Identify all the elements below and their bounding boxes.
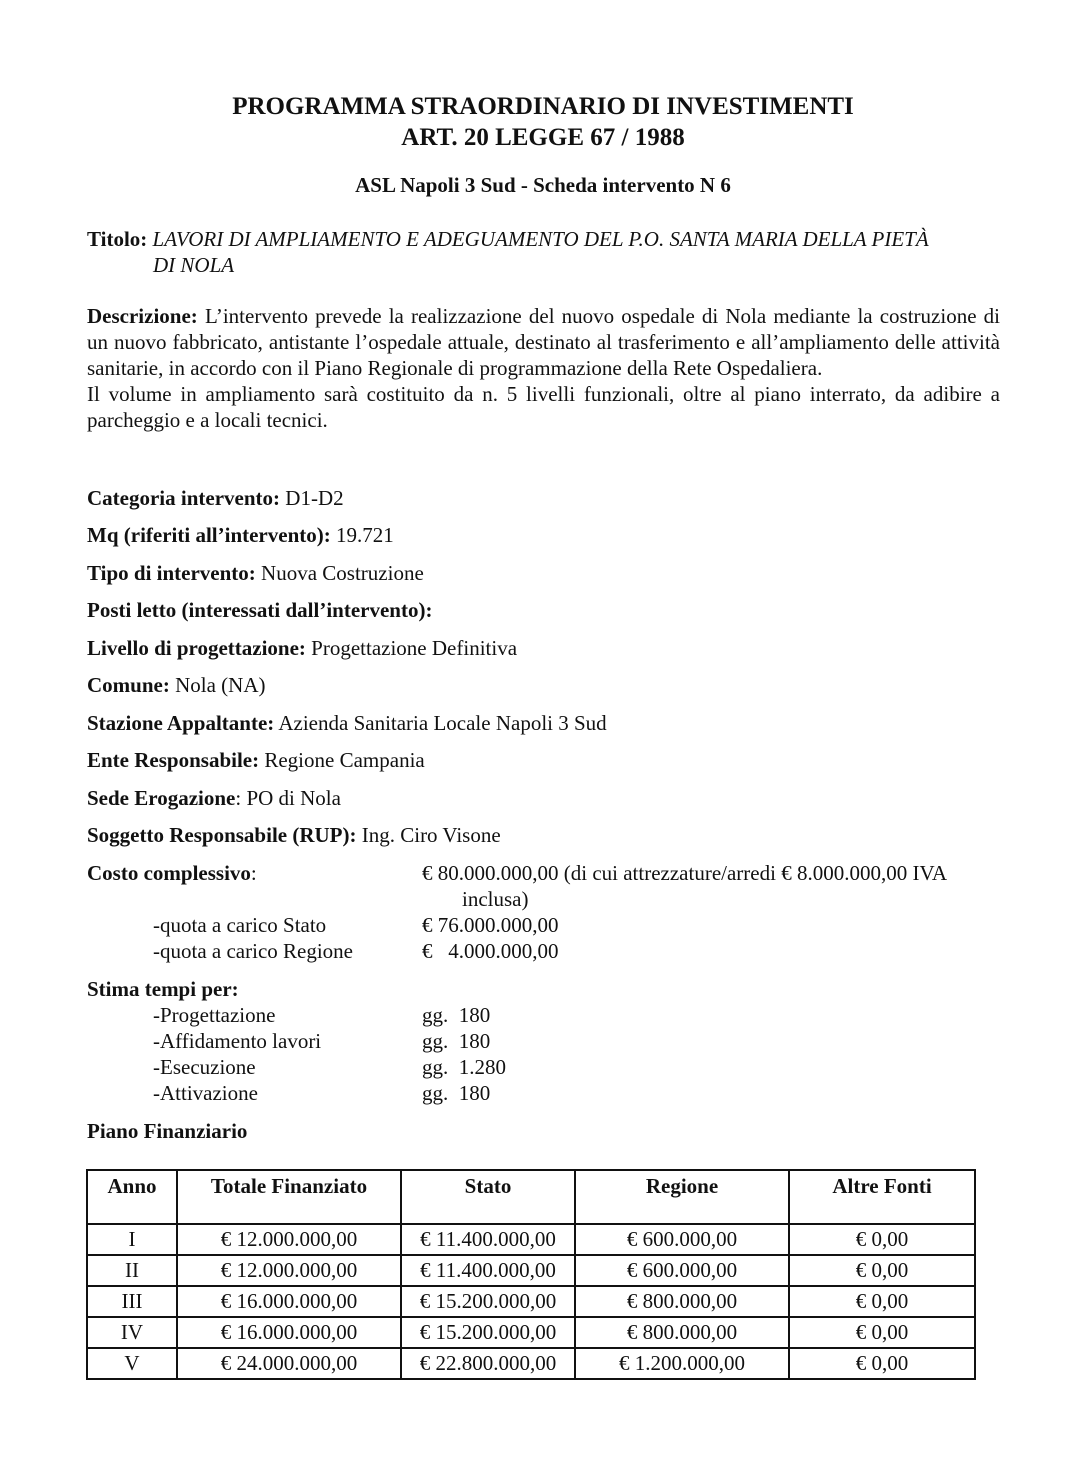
titolo-label: Titolo: <box>87 227 148 251</box>
titolo-block <box>87 226 1007 278</box>
descrizione-para1: L’intervento prevede la realizzazione del nuovo ospedale di Nola mediante la costruzione di un nuovo fabbricato, antistante l’ospedale attuale, destinato al trasferimento e all’ampliamento delle attività sanitarie, in accordo con il Piano Regionale di programmazione della Rete Ospedaliera. <box>87 304 1000 380</box>
field-value: PO di Nola <box>246 786 341 810</box>
table-cell: € 0,00 <box>789 1224 975 1255</box>
field-label: Tipo di intervento: <box>87 561 256 585</box>
table-cell: € 15.200.000,00 <box>401 1286 575 1317</box>
table-cell: € 12.000.000,00 <box>177 1224 401 1255</box>
table-cell: € 16.000.000,00 <box>177 1317 401 1348</box>
quota-stato-value: € 76.000.000,00 <box>422 913 559 937</box>
col-header-altre-fonti: Altre Fonti <box>789 1170 975 1224</box>
costo-value <box>422 860 1002 912</box>
field-value: 19.721 <box>336 523 394 547</box>
descrizione-label: Descrizione: <box>87 304 198 328</box>
quota-regione-value: € 4.000.000,00 <box>422 939 559 963</box>
table-header-row <box>87 1170 975 1224</box>
field-label: Comune: <box>87 673 170 697</box>
costo-value-line2: inclusa) <box>462 887 529 911</box>
stima-affidamento-label: -Affidamento lavori <box>153 1029 322 1053</box>
field-value: Azienda Sanitaria Locale Napoli 3 Sud <box>278 711 607 735</box>
piano-finanziario-table <box>86 1169 976 1380</box>
field-label: Mq (riferiti all’intervento): <box>87 523 331 547</box>
titolo-text-line1: LAVORI DI AMPLIAMENTO E ADEGUAMENTO DEL P.O. SANTA MARIA DELLA PIETÀ <box>152 227 929 251</box>
field-value: D1-D2 <box>285 486 344 510</box>
table-cell: IV <box>87 1317 177 1348</box>
table-cell: € 22.800.000,00 <box>401 1348 575 1379</box>
field-stazione <box>87 710 607 736</box>
field-label: Ente Responsabile: <box>87 748 260 772</box>
field-livello <box>87 635 517 661</box>
table-row <box>87 1286 975 1317</box>
document-title-line1: PROGRAMMA STRAORDINARIO DI INVESTIMENTI <box>232 93 854 120</box>
table-cell: € 24.000.000,00 <box>177 1348 401 1379</box>
field-value: Regione Campania <box>264 748 425 772</box>
table-cell: € 11.400.000,00 <box>401 1224 575 1255</box>
field-rup <box>87 822 501 848</box>
quota-regione-label: -quota a carico Regione <box>153 939 353 963</box>
piano-finanziario-label <box>87 1118 247 1144</box>
field-label: Posti letto (interessati dall’intervento): <box>87 598 433 622</box>
document-title-line2: ART. 20 LEGGE 67 / 1988 <box>401 124 685 151</box>
field-posti-letto <box>87 597 432 623</box>
costo-label: Costo complessivo <box>87 861 251 885</box>
field-label: Sede Erogazione <box>87 786 236 810</box>
col-header-totale: Totale Finanziato <box>177 1170 401 1224</box>
table-cell: € 0,00 <box>789 1317 975 1348</box>
table-cell: € 800.000,00 <box>575 1286 789 1317</box>
field-label: Soggetto Responsabile (RUP): <box>87 823 357 847</box>
field-sede: Sede Erogazione: PO di Nola <box>87 786 341 810</box>
field-ente <box>87 747 425 773</box>
descrizione-block <box>87 303 1000 433</box>
table-cell: € 1.200.000,00 <box>575 1348 789 1379</box>
field-value: Progettazione Definitiva <box>311 636 518 660</box>
quota-stato-label: -quota a carico Stato <box>153 913 327 937</box>
document-subtitle: ASL Napoli 3 Sud - Scheda intervento N 6 <box>355 173 731 197</box>
stima-label <box>87 976 239 1002</box>
table-cell: € 600.000,00 <box>575 1255 789 1286</box>
field-label: Livello di progettazione: <box>87 636 306 660</box>
table-cell: € 0,00 <box>789 1255 975 1286</box>
table-row <box>87 1317 975 1348</box>
field-tipo <box>87 560 424 586</box>
field-label: Stazione Appaltante: <box>87 711 275 735</box>
table-cell: € 16.000.000,00 <box>177 1286 401 1317</box>
stima-attivazione-label: -Attivazione <box>153 1081 258 1105</box>
field-value: Nola (NA) <box>175 673 266 697</box>
field-value: Ing. Ciro Visone <box>361 823 501 847</box>
table-cell: € 0,00 <box>789 1348 975 1379</box>
stima-progettazione-label: -Progettazione <box>153 1003 276 1027</box>
table-cell: € 11.400.000,00 <box>401 1255 575 1286</box>
titolo-text-line2: DI NOLA <box>153 253 235 277</box>
field-value: Nuova Costruzione <box>261 561 424 585</box>
stima-label-text: Stima tempi per: <box>87 977 239 1001</box>
field-mq <box>87 522 394 548</box>
col-header-regione: Regione <box>575 1170 789 1224</box>
table-row <box>87 1255 975 1286</box>
table-cell: € 800.000,00 <box>575 1317 789 1348</box>
table-cell: III <box>87 1286 177 1317</box>
stima-affidamento-value: gg. 180 <box>422 1029 491 1053</box>
table-cell: V <box>87 1348 177 1379</box>
stima-esecuzione-label: -Esecuzione <box>153 1055 256 1079</box>
stima-esecuzione-value: gg. 1.280 <box>422 1055 506 1079</box>
costo-value-line1: € 80.000.000,00 (di cui attrezzature/arredi € 8.000.000,00 IVA <box>422 861 948 885</box>
field-label: Categoria intervento: <box>87 486 281 510</box>
col-header-anno: Anno <box>87 1170 177 1224</box>
table-cell: € 600.000,00 <box>575 1224 789 1255</box>
field-comune <box>87 672 265 698</box>
stima-attivazione-value: gg. 180 <box>422 1081 491 1105</box>
table-cell: € 12.000.000,00 <box>177 1255 401 1286</box>
descrizione-para2: Il volume in ampliamento sarà costituito da n. 5 livelli funzionali, oltre al piano interrato, da adibire a parcheggio e a locali tecnici. <box>87 382 1000 432</box>
stima-progettazione-value: gg. 180 <box>422 1003 491 1027</box>
piano-label-text: Piano Finanziario <box>87 1119 248 1143</box>
table-cell: II <box>87 1255 177 1286</box>
table-cell: € 0,00 <box>789 1286 975 1317</box>
table-row <box>87 1224 975 1255</box>
table-cell: € 15.200.000,00 <box>401 1317 575 1348</box>
table-cell: I <box>87 1224 177 1255</box>
costo-label-row: Costo complessivo: <box>87 861 257 885</box>
field-categoria <box>87 485 344 511</box>
table-row <box>87 1348 975 1379</box>
col-header-stato: Stato <box>401 1170 575 1224</box>
